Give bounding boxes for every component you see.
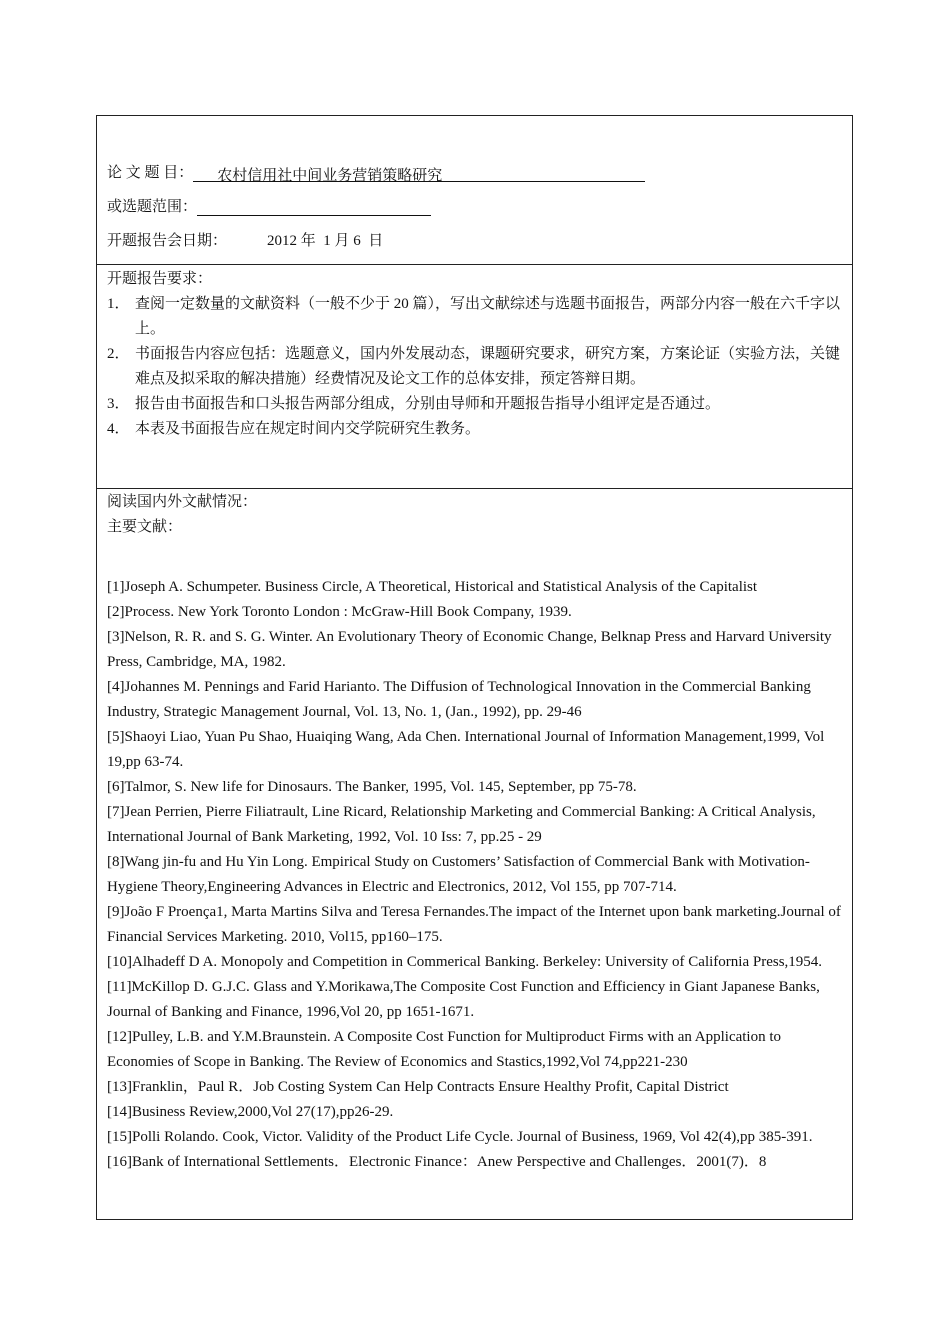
literature-heading: 阅读国内外文献情况： xyxy=(107,494,258,510)
reference-item: [10]Alhadeff D A. Monopoly and Competition in Commerical Banking. Berkeley: University of California Press,1954. xyxy=(107,954,823,970)
thesis-title-label: 论 文 题 目： xyxy=(107,165,194,181)
meeting-date-value: 2012 年 1 月 6 日 xyxy=(267,233,384,249)
requirement-item: 3． 报告由书面报告和口头报告两部分组成，分别由导师和开题报告指导小组评定是否通过。 xyxy=(107,396,721,412)
thesis-title-underline xyxy=(193,164,645,182)
requirement-item: 2． 书面报告内容应包括：选题意义，国内外发展动态，课题研究要求，研究方案，方案论证（实验方法，关键难点及拟采取的解决措施）经费情况及论文工作的总体安排，预定答辩日期。 xyxy=(107,346,841,387)
main-references-heading: 主要文献： xyxy=(107,519,183,535)
requirements-list xyxy=(107,292,844,442)
reference-item: [1]Joseph A. Schumpeter. Business Circle, A Theoretical, Historical and Statistical Analysis of the Capitalist xyxy=(107,579,758,595)
proposal-form xyxy=(96,115,853,1220)
topic-scope-underline xyxy=(197,198,431,216)
reference-item: [13]Franklin，Paul R．Job Costing System Can Help Contracts Ensure Healthy Profit, Capital District xyxy=(107,1079,729,1095)
reference-list xyxy=(107,575,844,1175)
reference-item: [12]Pulley, L.B. and Y.M.Braunstein. A Composite Cost Function for Multiproduct Firms with an Application to Economies of Scope in Banking. The Review of Economics and Stastics,1992,Vol 74,pp221-230 xyxy=(107,1029,782,1070)
meeting-date-label: 开题报告会日期： xyxy=(107,233,228,249)
requirements-section xyxy=(97,265,852,489)
reference-item: [15]Polli Rolando. Cook, Victor. Validity of the Product Life Cycle. Journal of Business, 1969, Vol 42(4),pp 385-391. xyxy=(107,1129,813,1145)
topic-scope-row xyxy=(107,195,431,216)
requirements-text xyxy=(107,267,844,442)
reference-item: [11]McKillop D. G.J.C. Glass and Y.Morikawa,The Composite Cost Function and Efficiency in Giant Japanese Banks, Journal of Banking and Finance, 1996,Vol 20, pp 1651-1671. xyxy=(107,979,820,1020)
reference-item: [14]Business Review,2000,Vol 27(17),pp26-29. xyxy=(107,1104,394,1120)
topic-scope-label: 或选题范围： xyxy=(107,199,198,215)
requirement-item: 4． 本表及书面报告应在规定时间内交学院研究生教务。 xyxy=(107,421,481,437)
meeting-date-row xyxy=(107,229,383,250)
requirements-heading: 开题报告要求： xyxy=(107,271,213,287)
thesis-title-row xyxy=(107,161,645,182)
reference-item: [6]Talmor, S. New life for Dinosaurs. The Banker, 1995, Vol. 145, September, pp 75-78. xyxy=(107,779,637,795)
reference-item: [5]Shaoyi Liao, Yuan Pu Shao, Huaiqing Wang, Ada Chen. International Journal of Information Management,1999, Vol 19,pp 63-74. xyxy=(107,729,825,770)
header-section xyxy=(97,116,852,265)
thesis-title-value: 农村信用社中间业务营销策略研究 xyxy=(217,168,443,184)
reference-item: [9]João F Proença1, Marta Martins Silva and Teresa Fernandes.The impact of the Internet upon bank marketing.Journal of Financial Services Marketing. 2010, Vol15, pp160–175. xyxy=(107,904,841,945)
reference-item: [7]Jean Perrien, Pierre Filiatrault, Line Ricard, Relationship Marketing and Commercial Banking: A Critical Analysis, International Journal of Bank Marketing, 1992, Vol. 10 Iss: 7, pp.25 - 29 xyxy=(107,804,816,845)
reference-item: [4]Johannes M. Pennings and Farid Harianto. The Diffusion of Technological Innovation in the Commercial Banking Industry, Strategic Management Journal, Vol. 13, No. 1, (Jan., 1992), pp. 29-46 xyxy=(107,679,811,720)
reference-item: [16]Bank of International Settlements．Electronic Finance：Anew Perspective and Challenges．2001(7)．8 xyxy=(107,1154,767,1170)
literature-section xyxy=(97,489,852,1219)
literature-text xyxy=(107,490,844,1175)
reference-item: [2]Process. New York Toronto London : McGraw-Hill Book Company, 1939. xyxy=(107,604,572,620)
requirement-item: 1． 查阅一定数量的文献资料（一般不少于 20 篇），写出文献综述与选题书面报告，两部分内容一般在六千字以上。 xyxy=(107,296,841,337)
reference-item: [3]Nelson, R. R. and S. G. Winter. An Evolutionary Theory of Economic Change, Belknap Press and Harvard University Press, Cambridge, MA, 1982. xyxy=(107,629,832,670)
reference-item: [8]Wang jin-fu and Hu Yin Long. Empirical Study on Customers’ Satisfaction of Commercial Bank with Motivation-Hygiene Theory,Engineering Advances in Electric and Electronics, 2012, Vol 155, pp 707-714. xyxy=(107,854,810,895)
